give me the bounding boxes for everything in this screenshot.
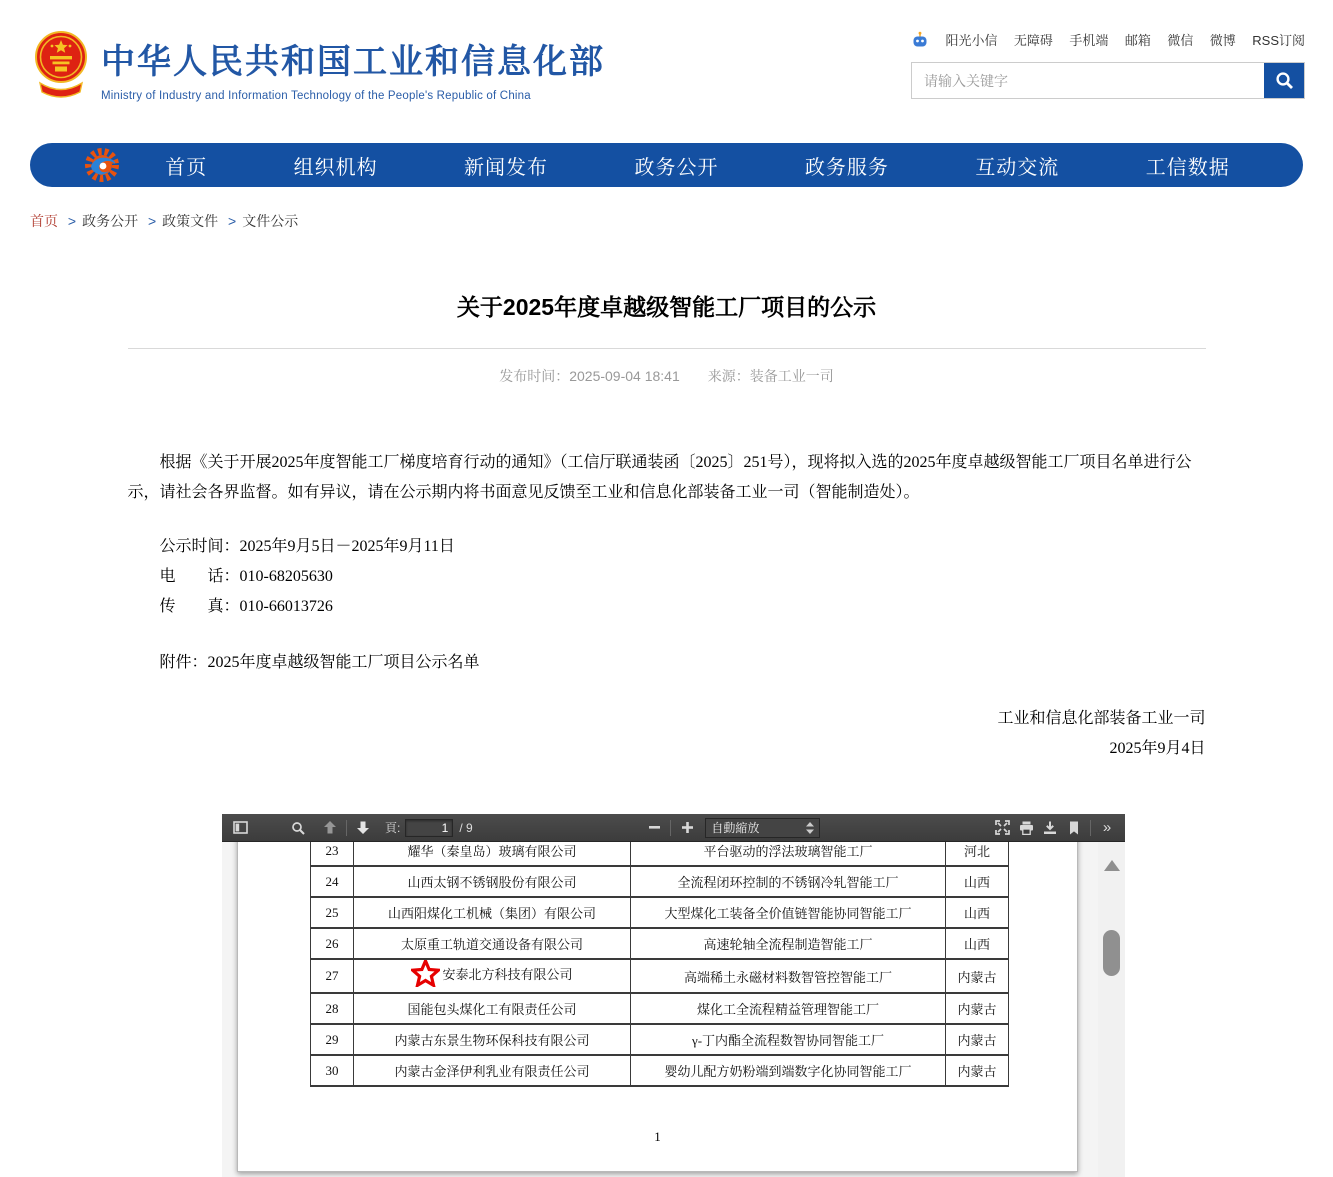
- phone-line: 电 话：010-68205630: [159, 568, 333, 585]
- cell-number: 25: [311, 897, 354, 928]
- signature-date: 2025年9月4日: [1109, 740, 1206, 757]
- table-row: [311, 959, 1009, 993]
- sidebar-toggle-icon: [233, 821, 248, 834]
- find-icon: [291, 821, 305, 835]
- page-total: / 9: [459, 820, 473, 835]
- table-row: [311, 993, 1009, 1024]
- cell-company: [354, 993, 631, 1024]
- publish-time-label: 发布时间：: [499, 368, 570, 384]
- nav-link[interactable]: 政务公开: [634, 156, 719, 179]
- cell-company: [354, 928, 631, 959]
- nav-items: [122, 151, 1273, 180]
- company-name: 内蒙古东景生物环保科技有限公司: [394, 1033, 590, 1048]
- cell-project: 全流程闭环控制的不锈钢冷轧智能工厂: [631, 866, 946, 897]
- cell-project: 大型煤化工装备全价值链智能协同智能工厂: [631, 897, 946, 928]
- search-input[interactable]: [912, 63, 1264, 98]
- source-label: 来源：: [707, 368, 750, 384]
- zoom-in-button[interactable]: [675, 817, 699, 839]
- cell-province: 内蒙古: [946, 993, 1009, 1024]
- company-name: 太原重工轨道交通设备有限公司: [400, 937, 583, 952]
- pdf-viewer: [222, 814, 1125, 1177]
- table-body: [311, 842, 1009, 1086]
- pdf-page: [237, 842, 1078, 1172]
- cell-project: 高速轮轴全流程制造智能工厂: [631, 928, 946, 959]
- nav-link[interactable]: 政务服务: [804, 156, 889, 179]
- next-page-button[interactable]: [351, 817, 375, 839]
- cell-project: 婴幼儿配方奶粉端到端数字化协同智能工厂: [631, 1055, 946, 1086]
- nav-item: [634, 151, 718, 180]
- cell-number: 30: [311, 1055, 354, 1086]
- company-name: 耀华（秦皇岛）玻璃有限公司: [407, 844, 577, 859]
- cell-project: 高端稀土永磁材料数智管控智能工厂: [631, 959, 946, 993]
- pdf-toolbar: [222, 814, 1125, 842]
- cell-project: 煤化工全流程精益管理智能工厂: [631, 993, 946, 1024]
- cell-project: γ-丁内酯全流程数智协同智能工厂: [631, 1024, 946, 1055]
- print-button[interactable]: [1014, 817, 1038, 839]
- cell-province: 山西: [946, 897, 1009, 928]
- select-spinner-icon: [806, 822, 814, 834]
- cell-province: 内蒙古: [946, 1024, 1009, 1055]
- page-number-input[interactable]: [405, 819, 453, 837]
- page-up-icon: [323, 821, 337, 834]
- nav-item: [165, 151, 207, 180]
- company-name: 山西太钢不锈钢股份有限公司: [407, 875, 577, 890]
- cell-company: [354, 1055, 631, 1086]
- table-row: [311, 928, 1009, 959]
- zoom-out-button[interactable]: [642, 817, 666, 839]
- page-down-icon: [356, 821, 370, 834]
- mascot-icon: [911, 31, 929, 49]
- national-emblem-icon: [35, 30, 87, 106]
- quick-links: [911, 30, 1305, 49]
- page-label: 頁:: [385, 821, 401, 835]
- presentation-mode-button[interactable]: [990, 817, 1014, 839]
- plus-icon: [682, 822, 693, 833]
- cell-province: 山西: [946, 866, 1009, 897]
- brand-text: [101, 34, 605, 102]
- announcement-paragraph: 根据《关于开展2025年度智能工厂梯度培育行动的通知》（工信厅联通装函〔2025〕251号），现将拟入选的2025年度卓越级智能工厂项目名单进行公示，请社会各界监督。如有异议，请在公示期内将书面意见反馈至工业和信息化部装备工业一司（智能制造处）。: [127, 454, 1192, 501]
- quick-link[interactable]: 微博: [1209, 33, 1236, 48]
- article-body: [128, 448, 1206, 764]
- quick-link[interactable]: 微信: [1167, 33, 1194, 48]
- download-button[interactable]: [1038, 817, 1062, 839]
- breadcrumb-item: [62, 213, 138, 229]
- title-divider: [128, 348, 1206, 349]
- breadcrumb: [30, 211, 1303, 231]
- breadcrumb-separator: >: [67, 213, 77, 229]
- brand[interactable]: [35, 30, 605, 106]
- breadcrumb-separator: >: [147, 213, 157, 229]
- sidebar-toggle-button[interactable]: [228, 817, 252, 839]
- breadcrumb-link[interactable]: 政务公开: [82, 213, 139, 229]
- scrollbar-thumb[interactable]: [1103, 930, 1120, 976]
- table-row: [311, 842, 1009, 866]
- fullscreen-icon: [995, 820, 1010, 835]
- cell-company: [354, 866, 631, 897]
- more-tools-button[interactable]: »: [1095, 817, 1119, 839]
- search-box: [911, 62, 1305, 99]
- cell-company: [354, 1024, 631, 1055]
- cell-project: 平台驱动的浮法玻璃智能工厂: [631, 842, 946, 866]
- search-button[interactable]: [1264, 63, 1304, 98]
- quick-link[interactable]: RSS订阅: [1252, 33, 1305, 48]
- search-icon: [1275, 71, 1294, 90]
- cell-number: 27: [311, 959, 354, 993]
- nav-item: [975, 151, 1059, 180]
- quick-link[interactable]: 手机端: [1069, 33, 1109, 48]
- breadcrumb-item: [222, 213, 298, 229]
- notice-period-line: 公示时间：2025年9月5日－2025年9月11日: [159, 538, 455, 555]
- site-title: 中华人民共和国工业和信息化部: [101, 43, 605, 81]
- cell-number: 23: [311, 842, 354, 866]
- quick-link[interactable]: 阳光小信: [945, 33, 998, 48]
- nav-item: [805, 151, 889, 180]
- quick-link[interactable]: 无障碍: [1013, 33, 1053, 48]
- nav-link[interactable]: 首页: [165, 156, 208, 179]
- article: [128, 289, 1206, 764]
- signature-department: 工业和信息化部装备工业一司: [997, 710, 1206, 727]
- quick-link[interactable]: 邮箱: [1124, 33, 1151, 48]
- cell-number: 26: [311, 928, 354, 959]
- bookmark-icon: [1069, 821, 1079, 835]
- signature-block: [128, 704, 1206, 764]
- breadcrumb-link[interactable]: 政策文件: [162, 213, 219, 229]
- pdf-page-footer: 1: [654, 1129, 661, 1144]
- article-title: 关于2025年度卓越级智能工厂项目的公示: [456, 294, 877, 320]
- attachment-line: 附件：2025年度卓越级智能工厂项目公示名单: [159, 654, 480, 671]
- fax-line: 传 真：010-66013726: [159, 598, 333, 615]
- breadcrumb-item: [30, 213, 58, 229]
- cell-company: [354, 842, 631, 866]
- cell-province: 内蒙古: [946, 1055, 1009, 1086]
- table-row: [311, 1024, 1009, 1055]
- download-icon: [1043, 821, 1057, 835]
- nav-link[interactable]: 工信数据: [1145, 156, 1230, 179]
- zoom-mode-select[interactable]: [705, 818, 820, 838]
- site-subtitle: Ministry of Industry and Information Technology of the People's Republic of China: [101, 90, 531, 102]
- company-name: 内蒙古金泽伊利乳业有限责任公司: [394, 1064, 590, 1079]
- site-header: [0, 0, 1333, 143]
- scroll-up-arrow-icon[interactable]: [1104, 860, 1120, 871]
- company-name: 山西阳煤化工机械（集团）有限公司: [387, 906, 596, 921]
- cell-province: 山西: [946, 928, 1009, 959]
- company-name: 安泰北方科技有限公司: [442, 966, 573, 982]
- source-value: 装备工业一司: [749, 368, 834, 384]
- breadcrumb-item: [142, 213, 218, 229]
- nav-item: [294, 151, 378, 180]
- nav-link[interactable]: 新闻发布: [464, 156, 549, 179]
- bookmark-button[interactable]: [1062, 817, 1086, 839]
- contact-block: [128, 532, 1206, 622]
- print-icon: [1019, 821, 1034, 835]
- cell-number: 29: [311, 1024, 354, 1055]
- main-nav: [30, 143, 1303, 187]
- cell-company: [354, 897, 631, 928]
- article-meta: [128, 366, 1206, 386]
- cell-province: 河北: [946, 842, 1009, 866]
- cell-number: 24: [311, 866, 354, 897]
- nav-item: [1146, 151, 1230, 180]
- cell-number: 28: [311, 993, 354, 1024]
- star-marker-icon: [411, 959, 440, 991]
- previous-page-button[interactable]: [318, 817, 342, 839]
- pdf-body: [222, 842, 1125, 1177]
- nav-item: [464, 151, 548, 180]
- header-right: [911, 30, 1305, 99]
- cell-company: [354, 959, 631, 993]
- table-row: [311, 866, 1009, 897]
- find-button[interactable]: [286, 817, 310, 839]
- minus-icon: [649, 826, 660, 829]
- breadcrumb-link[interactable]: 首页: [30, 213, 58, 229]
- publish-time: 2025-09-04 18:41: [569, 368, 680, 384]
- cell-province: 内蒙古: [946, 959, 1009, 993]
- table-row: [311, 1055, 1009, 1086]
- company-name: 国能包头煤化工有限责任公司: [407, 1002, 577, 1017]
- breadcrumb-link[interactable]: 文件公示: [242, 213, 299, 229]
- miit-gear-logo-icon: [82, 145, 122, 185]
- table-row: [311, 897, 1009, 928]
- pdf-scrollbar[interactable]: [1098, 842, 1125, 1177]
- smart-factory-table: [310, 842, 1009, 1087]
- zoom-mode-value: 自動縮放: [711, 821, 760, 835]
- breadcrumb-separator: >: [228, 213, 237, 229]
- nav-link[interactable]: 组织机构: [293, 156, 378, 179]
- nav-link[interactable]: 互动交流: [975, 156, 1060, 179]
